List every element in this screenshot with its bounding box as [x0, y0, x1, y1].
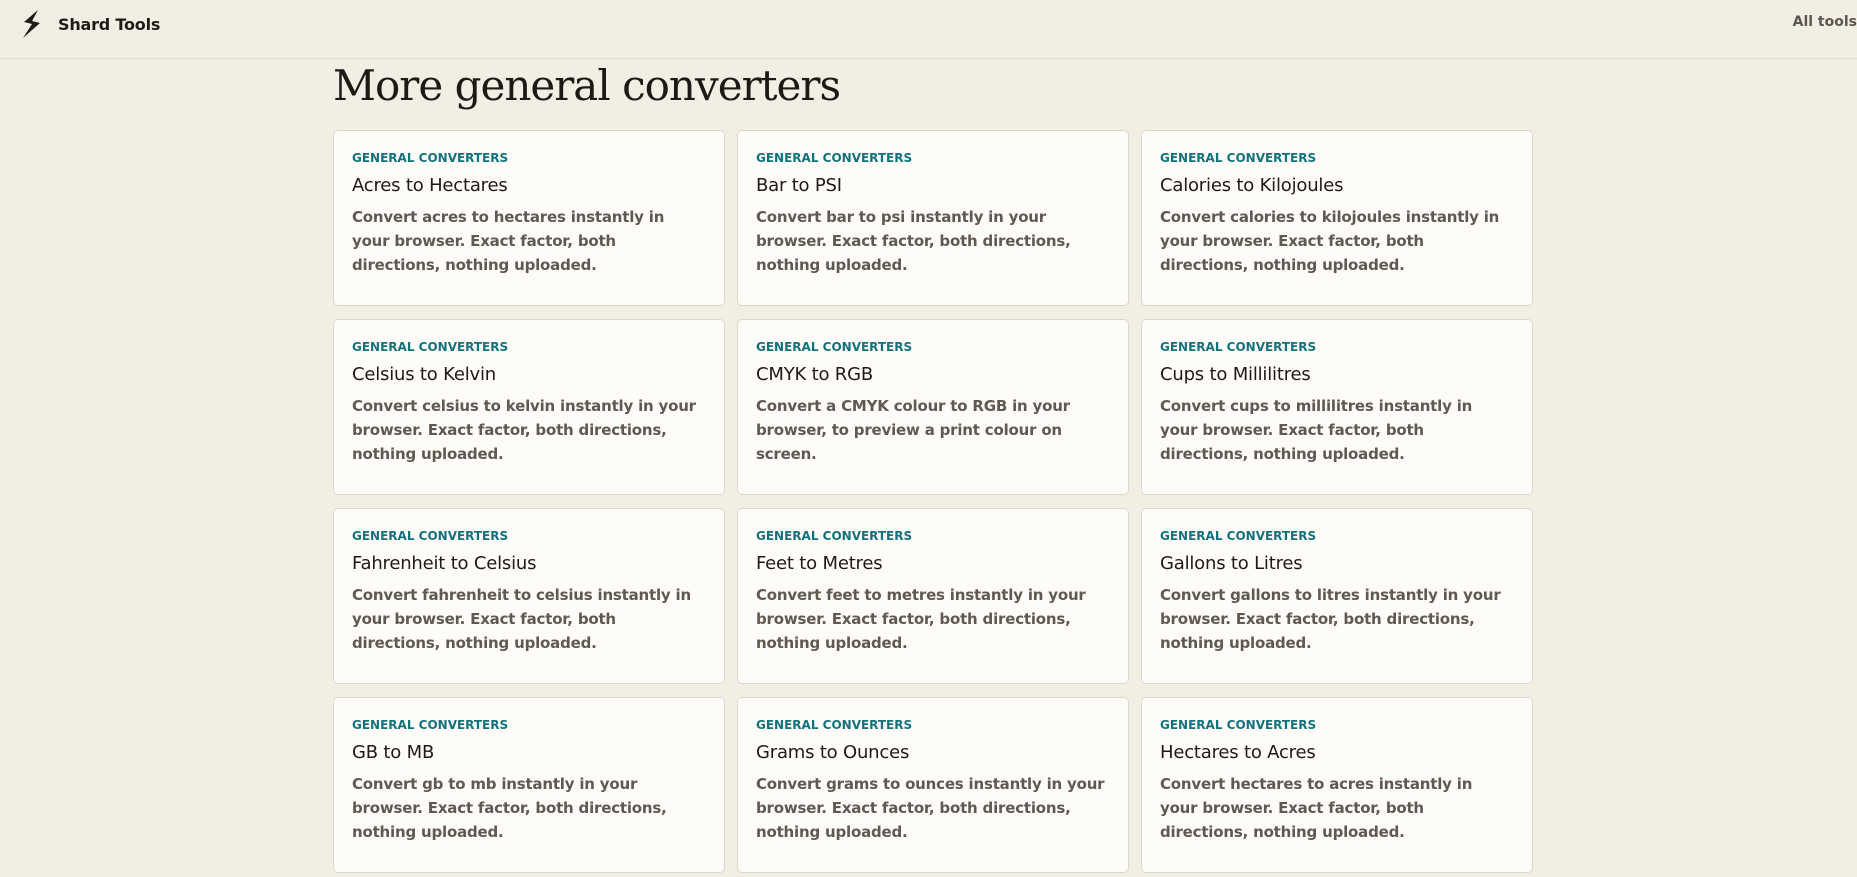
card-title: Feet to Metres [756, 553, 883, 574]
card-category: GENERAL CONVERTERS [1160, 151, 1317, 165]
tool-card-grams-to-ounces[interactable] [737, 697, 1129, 873]
card-category: GENERAL CONVERTERS [756, 340, 913, 354]
top-nav-bar [0, 0, 1857, 59]
card-title: Calories to Kilojoules [1160, 175, 1344, 196]
card-title: Gallons to Litres [1160, 553, 1303, 574]
card-description: Convert calories to kilojoules instantly in your browser. Exact factor, both directions, nothing uploaded. [1160, 208, 1500, 274]
tool-card-cmyk-to-rgb[interactable] [737, 319, 1129, 495]
tool-card-fahrenheit-to-celsius[interactable] [333, 508, 725, 684]
tool-card-gb-to-mb[interactable] [333, 697, 725, 873]
all-tools-link[interactable]: All tools [1792, 14, 1857, 30]
card-title: Acres to Hectares [352, 175, 508, 196]
card-category: GENERAL CONVERTERS [352, 340, 509, 354]
card-category: GENERAL CONVERTERS [756, 718, 913, 732]
card-description: Convert hectares to acres instantly in your browser. Exact factor, both directions, nothing uploaded. [1160, 775, 1473, 841]
card-description: Convert bar to psi instantly in your browser. Exact factor, both directions, nothing uploaded. [756, 208, 1071, 274]
page-title: More general converters [333, 61, 841, 110]
card-title: Bar to PSI [756, 175, 842, 196]
card-category: GENERAL CONVERTERS [756, 529, 913, 543]
card-category: GENERAL CONVERTERS [352, 529, 509, 543]
tool-card-cups-to-millilitres[interactable] [1141, 319, 1533, 495]
card-title: Hectares to Acres [1160, 742, 1316, 763]
tool-card-bar-to-psi[interactable] [737, 130, 1129, 306]
tool-card-hectares-to-acres[interactable] [1141, 697, 1533, 873]
card-title: Fahrenheit to Celsius [352, 553, 537, 574]
card-category: GENERAL CONVERTERS [352, 151, 509, 165]
lightning-bolt-icon [20, 9, 46, 39]
card-description: Convert gallons to litres instantly in your browser. Exact factor, both directions, nothing uploaded. [1160, 586, 1501, 652]
tool-card-feet-to-metres[interactable] [737, 508, 1129, 684]
card-category: GENERAL CONVERTERS [1160, 340, 1317, 354]
tool-card-gallons-to-litres[interactable] [1141, 508, 1533, 684]
card-category: GENERAL CONVERTERS [1160, 718, 1317, 732]
card-title: Celsius to Kelvin [352, 364, 496, 385]
converter-card-grid [333, 130, 1533, 873]
card-description: Convert a CMYK colour to RGB in your browser, to preview a print colour on screen. [756, 397, 1070, 463]
card-description: Convert celsius to kelvin instantly in your browser. Exact factor, both directions, nothing uploaded. [352, 397, 696, 463]
card-title: Cups to Millilitres [1160, 364, 1311, 385]
card-category: GENERAL CONVERTERS [352, 718, 509, 732]
card-title: CMYK to RGB [756, 364, 874, 385]
tool-card-acres-to-hectares[interactable] [333, 130, 725, 306]
brand-home-link[interactable] [20, 9, 160, 39]
card-description: Convert fahrenheit to celsius instantly in your browser. Exact factor, both directions, nothing uploaded. [352, 586, 691, 652]
card-description: Convert grams to ounces instantly in your browser. Exact factor, both directions, nothing uploaded. [756, 775, 1105, 841]
tool-card-calories-to-kilojoules[interactable] [1141, 130, 1533, 306]
card-description: Convert acres to hectares instantly in your browser. Exact factor, both directions, nothing uploaded. [352, 208, 665, 274]
card-category: GENERAL CONVERTERS [1160, 529, 1317, 543]
card-description: Convert feet to metres instantly in your browser. Exact factor, both directions, nothing uploaded. [756, 586, 1086, 652]
card-category: GENERAL CONVERTERS [756, 151, 913, 165]
card-title: GB to MB [352, 742, 435, 763]
card-description: Convert gb to mb instantly in your browser. Exact factor, both directions, nothing uploaded. [352, 775, 667, 841]
card-title: Grams to Ounces [756, 742, 910, 763]
tool-card-celsius-to-kelvin[interactable] [333, 319, 725, 495]
brand-name: Shard Tools [58, 14, 161, 34]
card-description: Convert cups to millilitres instantly in your browser. Exact factor, both directions, nothing uploaded. [1160, 397, 1473, 463]
